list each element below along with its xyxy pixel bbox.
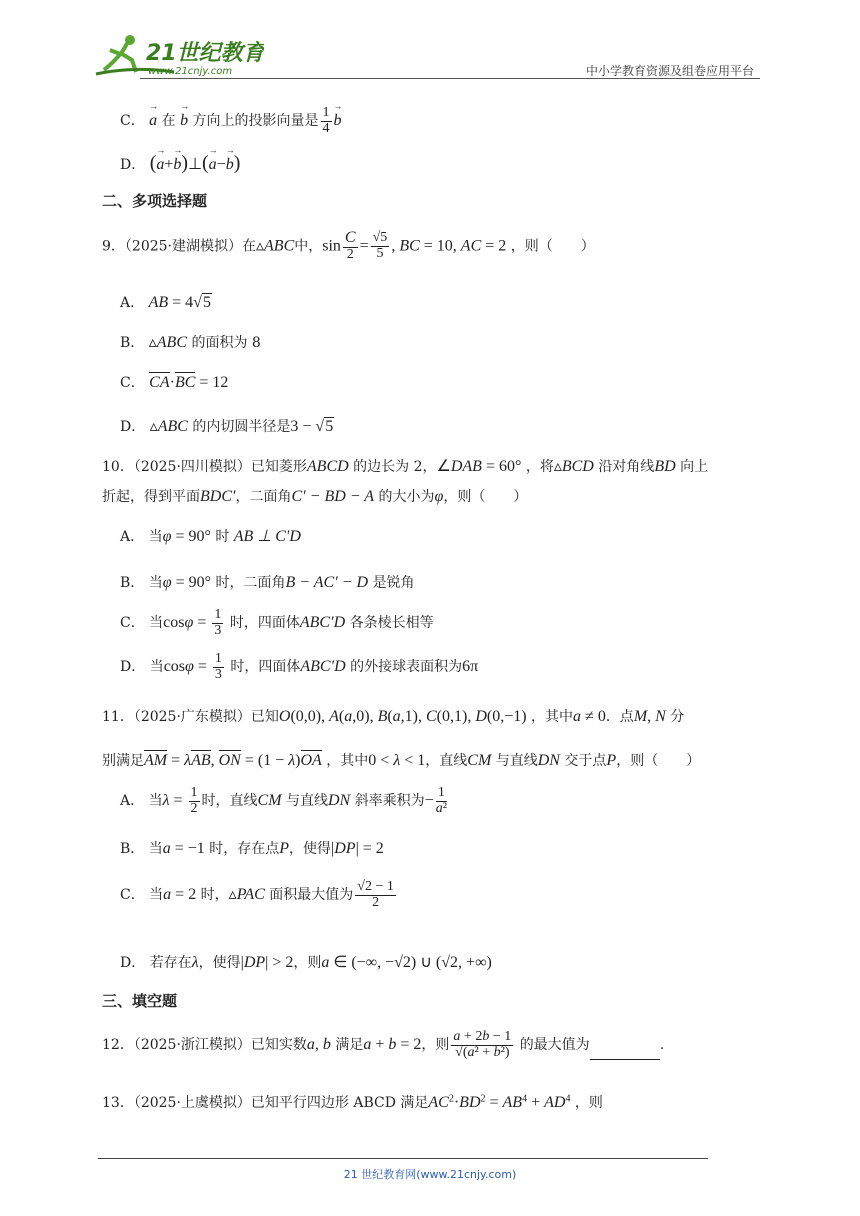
question-9-option-a: A． AB = 4√5: [120, 294, 211, 311]
question-9-stem: 9．（2025·建湖模拟）在▵ABC中，sin $\frac{C}{2}$ = $\frac{√5}{5}$ , BC = 10, AC = 2 ，则（ ）: [102, 229, 595, 262]
header-divider: [140, 78, 760, 79]
prev-option-d: D． (→ a+→ b)⊥(→ a−→ b): [120, 152, 240, 175]
section-heading-fill-blank: 三、填空题: [102, 992, 178, 1010]
question-10-stem-line1: 10．（2025·四川模拟）已知菱形ABCD 的边长为 2，∠DAB = 60° ，将▵BCD 沿对角线BD 向上: [102, 458, 709, 475]
answer-blank[interactable]: [590, 1045, 660, 1060]
question-11-option-c: C． 当a = 2 时，▵PAC 面积最大值为 $\frac{√2 - 1}{2}$: [120, 879, 394, 910]
question-11-option-a: A． 当λ = $\frac{1}{2}$ 时，直线CM 与直线DN 斜率乘积为− $\frac{1}{\text{a²}}$: [120, 785, 447, 816]
question-10-option-a: A． 当φ = 90° 时 AB ⊥ C′D: [120, 528, 301, 545]
question-11-stem-line1: 11．（2025·广东模拟）已知O(0,0), A(a,0), B(a,1), C(0,1), D(0,−1) ，其中a ≠ 0．点M, N 分: [102, 708, 685, 725]
question-9-option-c: C． CA·BC = 12: [120, 374, 229, 391]
logo-runner-icon: [94, 32, 264, 80]
question-13-stem: 13．（2025·上虞模拟）已知平行四边形 ABCD 满足$AC^2\cdot BD^2 = AB^4 + AD^4$ ，则: [102, 1093, 603, 1111]
question-12-stem: 12．（2025·浙江模拟）已知实数a, b 满足a + b = 2，则 $\frac{a + 2b - 1}{\text{√(a² + b²)}}$ 的最大值为 .: [102, 1029, 665, 1060]
svg-text:21世纪教育: 21世纪教育: [146, 41, 264, 66]
question-10-option-c: C． 当cosφ = $\frac{1}{3}$ 时，四面体ABC′D 各条棱长相等: [120, 607, 434, 638]
question-9-option-d: D． ▵ABC 的内切圆半径是3 − √5: [120, 418, 334, 435]
footer-divider: [98, 1158, 708, 1159]
prev-option-c: C． → a 在 → b 方向上的投影向量是 $\frac{1}{4}$ → b: [120, 106, 342, 136]
section-heading-multiple-choice: 二、多项选择题: [102, 192, 208, 210]
site-logo: [94, 32, 264, 84]
question-9-option-b: B． ▵ABC 的面积为 8: [120, 334, 261, 351]
platform-name: 中小学教育资源及组卷应用平台: [585, 64, 754, 78]
footer-link[interactable]: 21 世纪教育网(www.21cnjy.com): [343, 1168, 517, 1181]
page-header: [0, 0, 860, 90]
question-10-option-d: D． 当cosφ = $\frac{1}{3}$ 时，四面体ABC′D 的外接球表面积为6π: [120, 651, 479, 682]
svg-text:www.21cnjy.com: www.21cnjy.com: [148, 66, 233, 77]
question-11-stem-line2: 别满足AM = λAB, ON = (1 − λ)OA ，其中0 < λ < 1，直线CM 与直线DN 交于点P，则（ ）: [102, 752, 701, 769]
question-10-option-b: B． 当φ = 90° 时，二面角B − AC′ − D 是锐角: [120, 574, 415, 591]
question-10-stem-line2: 折起，得到平面BDC′，二面角C′ − BD − A 的大小为φ，则（ ）: [102, 488, 528, 505]
question-11-option-d: D． 若存在λ，使得|DP| > 2，则a ∈ (−∞, −√2) ∪ (√2, +∞): [120, 954, 492, 971]
question-11-option-b: B． 当a = −1 时，存在点P，使得|DP| = 2: [120, 840, 384, 857]
